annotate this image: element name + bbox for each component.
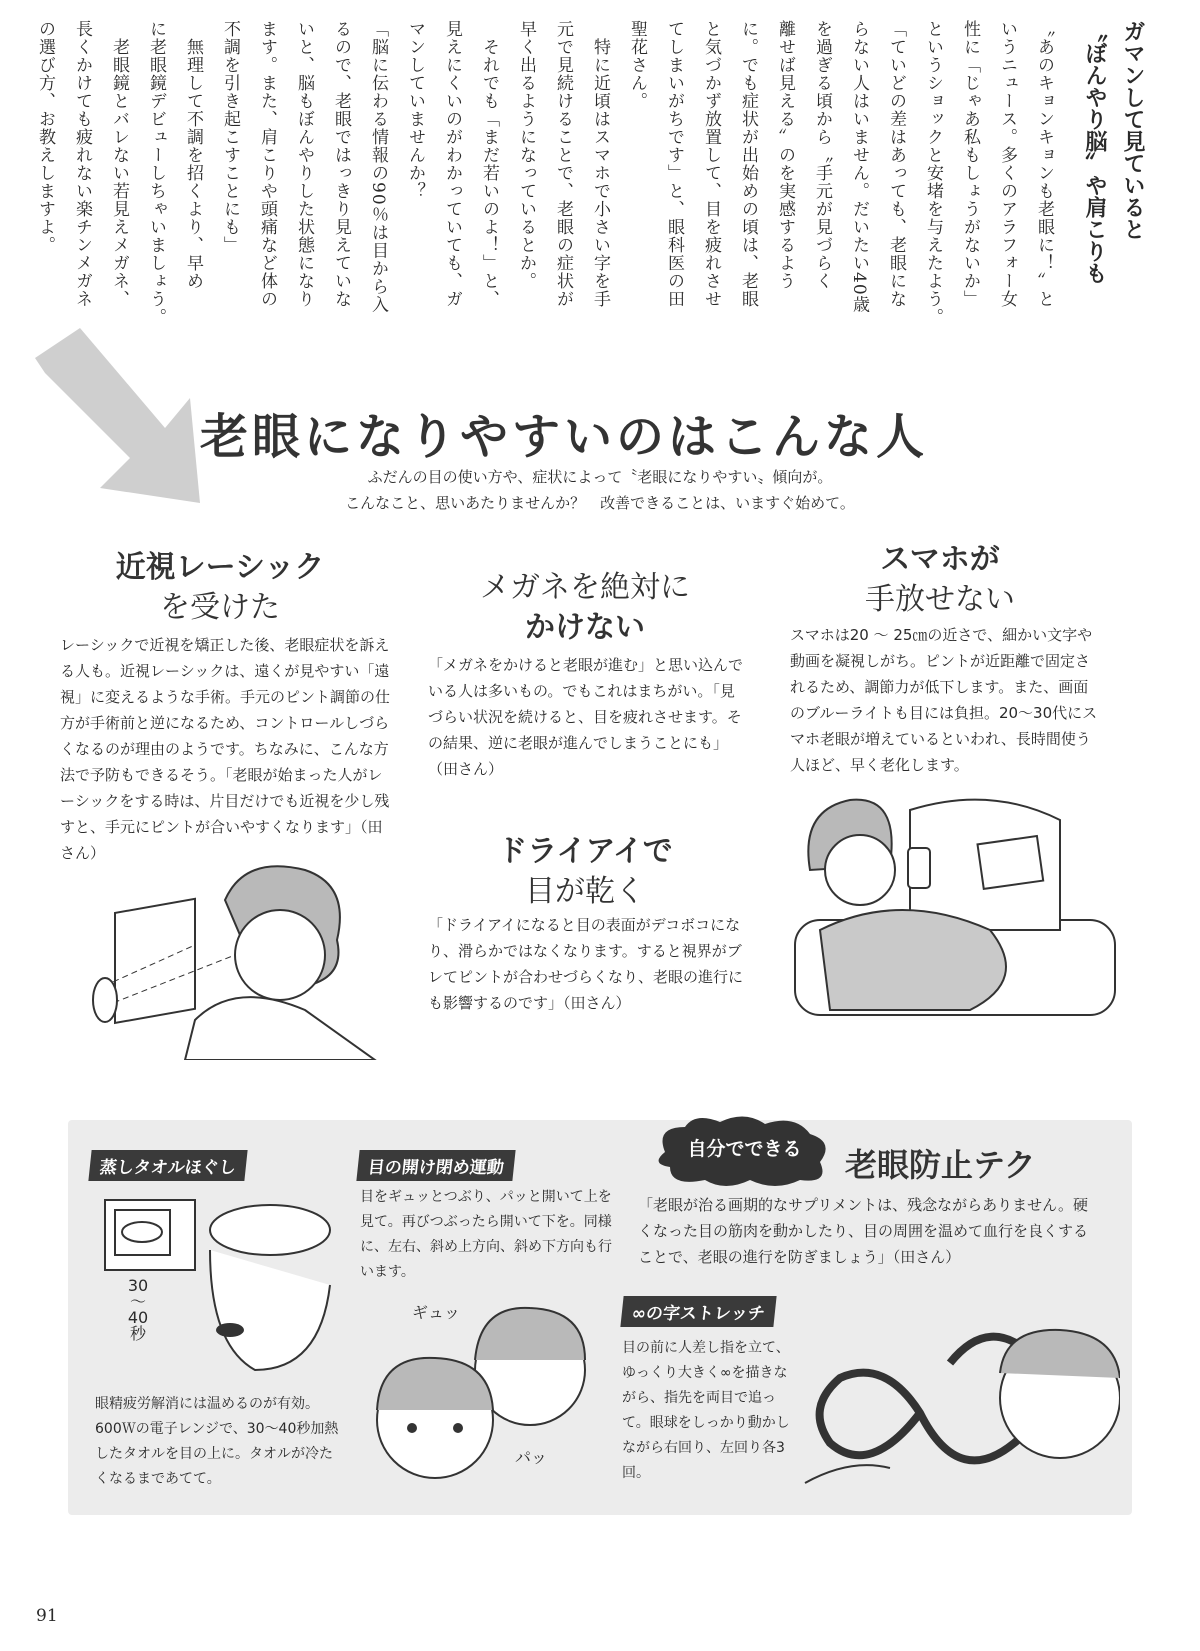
intro-line: と気づかず放置して、目を疲れさせ <box>701 20 721 308</box>
dryeye-title-1: ドライアイで <box>497 834 673 869</box>
intro-line: いと、脳もぼんやりした状態になり <box>294 20 314 308</box>
page-number: 91 <box>36 1606 58 1626</box>
lasik-title-2: を受けた <box>160 590 280 625</box>
intro-line: 見えにくいのがわかっていても、ガ <box>442 20 462 308</box>
intro-line: 老眼鏡とバレない若見えメガネ、 <box>109 20 129 308</box>
blink-label <box>358 1150 514 1181</box>
infinity-body: 目の前に人差し指を立て、ゆっくり大きく∞を描きながら、指先を両目で追って。眼球をしっかり動かしながら右回り、左回り各3回。 <box>622 1340 790 1481</box>
dryeye-body: 「ドライアイになると目の表面がデコボコになり、滑らかではなくなります。すると視界がブレてピントが合わせづらくなり、老眼の進行にも影響するのです」（田さん） <box>428 916 744 1012</box>
intro-line: の選び方、お教えしますよ。 <box>35 20 55 254</box>
infinity-label-text: ∞の字ストレッチ <box>620 1296 776 1327</box>
glasses-title-2: かけない <box>525 610 645 645</box>
blink-body: 目をギュッとつぶり、パッと開いて上を見て。再びつぶったら開いて下を。同様に、左右、斜め上方向、斜め下方向も行います。 <box>360 1189 612 1280</box>
intro-line: 無理して不調を招くより、早め <box>183 20 203 290</box>
blink-label-text: 目の開け閉め運動 <box>356 1150 515 1181</box>
towel-note-1: 30 <box>127 1276 149 1295</box>
towel-label <box>90 1150 246 1181</box>
arrow-decoration <box>25 318 215 518</box>
intro-line: 不調を引き起こすことにも」 <box>220 20 240 254</box>
dryeye-title-2: 目が乾く <box>525 874 645 909</box>
intro-line: 長くかけても疲れない楽チンメガネ <box>72 20 92 308</box>
intro-line: マンしていませんか？ <box>405 20 425 200</box>
main-title: 老眼になりやすいのはこんな人 <box>200 409 929 465</box>
intro-line: それでも「まだ若いのよ！」と、 <box>479 20 499 308</box>
intro-line: ます。また、肩こりや頭痛など体の <box>257 20 277 308</box>
towel-timer-note <box>118 1278 158 1342</box>
intro-line: らない人はいません。だいたい40歳 <box>849 20 869 314</box>
smartphone-title-2: 手放せない <box>865 582 1015 617</box>
intro-line: 聖花さん。 <box>627 20 647 110</box>
intro-line: るので、老眼ではっきり見えていな <box>331 20 351 308</box>
infinity-label <box>622 1296 775 1327</box>
towel-note-4: 秒 <box>129 1324 146 1343</box>
intro-line: いうニュース。多くのアラフォー女 <box>997 20 1017 308</box>
intro-heading-line-2: 〝ぼんやり脳〟や肩こりも <box>1082 20 1107 284</box>
intro-line: 特に近頃はスマホで小さい字を手 <box>590 20 610 308</box>
intro-line: 〝あのキョンキョンも老眼に！〟と <box>1034 20 1054 308</box>
towel-label-text: 蒸しタオルほぐし <box>88 1150 247 1181</box>
towel-note-3: 40 <box>127 1308 149 1327</box>
intro-line: に。でも症状が出始めの頃は、老眼 <box>738 20 758 308</box>
lasik-illustration <box>75 860 395 1060</box>
intro-line: 早く出るようになっているとか。 <box>516 20 536 290</box>
intro-line: に老眼鏡デビューしちゃいましょう。 <box>146 20 166 326</box>
subtitle-line-1: ふだんの目の使い方や、症状によって〝老眼になりやすい〟傾向が。 <box>367 468 833 486</box>
infinity-illustration <box>790 1318 1120 1508</box>
intro-line: 性に「じゃあ私もしょうがないか」 <box>960 20 980 308</box>
intro-heading-line-1: ガマンして見ていると <box>1120 20 1145 240</box>
intro-line: というショックと安堵を与えたよう。 <box>923 20 943 326</box>
intro-line: 元で見続けることで、老眼の症状が <box>553 20 573 308</box>
lasik-title-1: 近視レーシック <box>115 550 325 585</box>
technique-badge: 自分でできる <box>687 1138 802 1160</box>
technique-title: 老眼防止テク <box>845 1146 1036 1184</box>
intro-line: 「脳に伝わる情報の90％は目から入 <box>368 20 388 314</box>
blink-sfx-squeeze: ギュッ <box>412 1303 461 1322</box>
towel-note-2: ～ <box>129 1292 146 1311</box>
smartphone-body: スマホは20 ～ 25㎝の近さで、細かい文字や動画を凝視しがち。ピントが近距離で固定されるため、調節力が低下します。また、画面のブルーライトも目には負担。20～30代にスマホ老眼が増えているといわれ、長時間使う人ほど、早く老化します。 <box>790 626 1098 774</box>
subtitle-line-2: こんなこと、思いあたりませんか？ 改善できることは、いますぐ始めて。 <box>345 494 855 512</box>
lasik-body: レーシックで近視を矯正した後、老眼症状を訴える人も。近視レーシックは、遠くが見やすい「遠視」に変えるような手術。手元のピント調節の仕方が手術前と逆になるため、コントロールしづらくなるのが理由のようです。ちなみに、こんな方法で予防もできるそう。「老眼が始まった人がレーシックをする時は、片目だけでも近視を少し残すと、手元にピントが合いやすくなります」（田さん） <box>60 636 391 862</box>
blink-sfx-open: パッ <box>515 1448 548 1467</box>
glasses-title-1: メガネを絶対に <box>480 570 690 605</box>
glasses-body: 「メガネをかけると老眼が進む」と思い込んでいる人は多いもの。でもこれはまちがい。「見づらい状況を続けると、目を疲れさせます。その結果、逆に老眼が進んでしまうことにも」（田さん） <box>428 656 744 778</box>
intro-line: てしまいがちです」と、眼科医の田 <box>664 20 684 308</box>
intro-text <box>28 20 1060 340</box>
intro-heading <box>1076 20 1150 340</box>
technique-intro: 「老眼が治る画期的なサプリメントは、残念ながらありません。硬くなった目の筋肉を動かしたり、目の周囲を温めて血行を良くすることで、老眼の進行を防ぎましょう」（田さん） <box>638 1196 1089 1266</box>
intro-line: を過ぎる頃から〝手元が見づらく <box>812 20 832 290</box>
intro-line: 「ていどの差はあっても、老眼にな <box>886 20 906 308</box>
intro-line: 離せば見える〟のを実感するよう <box>775 20 795 290</box>
towel-body: 眼精疲労解消には温めるのが有効。600Ｗの電子レンジで、30～40秒加熱したタオルを目の上に。タオルが冷たくなるまであてて。 <box>95 1396 339 1487</box>
blink-illustration <box>360 1300 620 1500</box>
smartphone-illustration <box>790 780 1120 1030</box>
smartphone-title-1: スマホが <box>880 542 1000 577</box>
